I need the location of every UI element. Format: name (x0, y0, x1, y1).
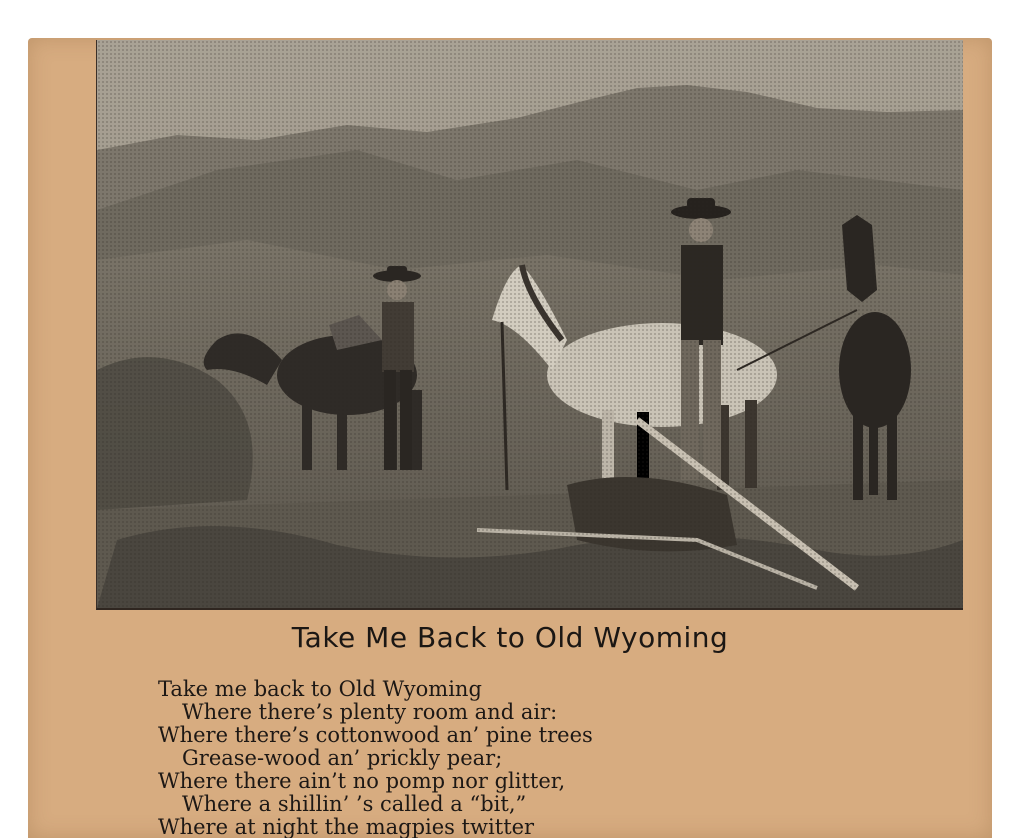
poem-line: Grease-wood an’ prickly pear; (182, 746, 503, 770)
poem-text (158, 678, 858, 838)
poem-line: Where there ain’t no pomp nor glitter, (158, 769, 566, 793)
poem-title: Take Me Back to Old Wyoming (291, 621, 729, 654)
poem-line: Where there’s cottonwood an’ pine trees (158, 723, 593, 747)
poem-line: Where there’s plenty room and air: (182, 700, 558, 724)
poem-line: Where a shillin’ ’s called a “bit,” (182, 792, 527, 816)
halftone-photo (96, 40, 963, 610)
postcard (28, 38, 992, 838)
photo-illustration (97, 40, 963, 608)
poem-line: Where at night the magpies twitter (158, 815, 535, 838)
poem-line: Take me back to Old Wyoming (158, 677, 482, 701)
